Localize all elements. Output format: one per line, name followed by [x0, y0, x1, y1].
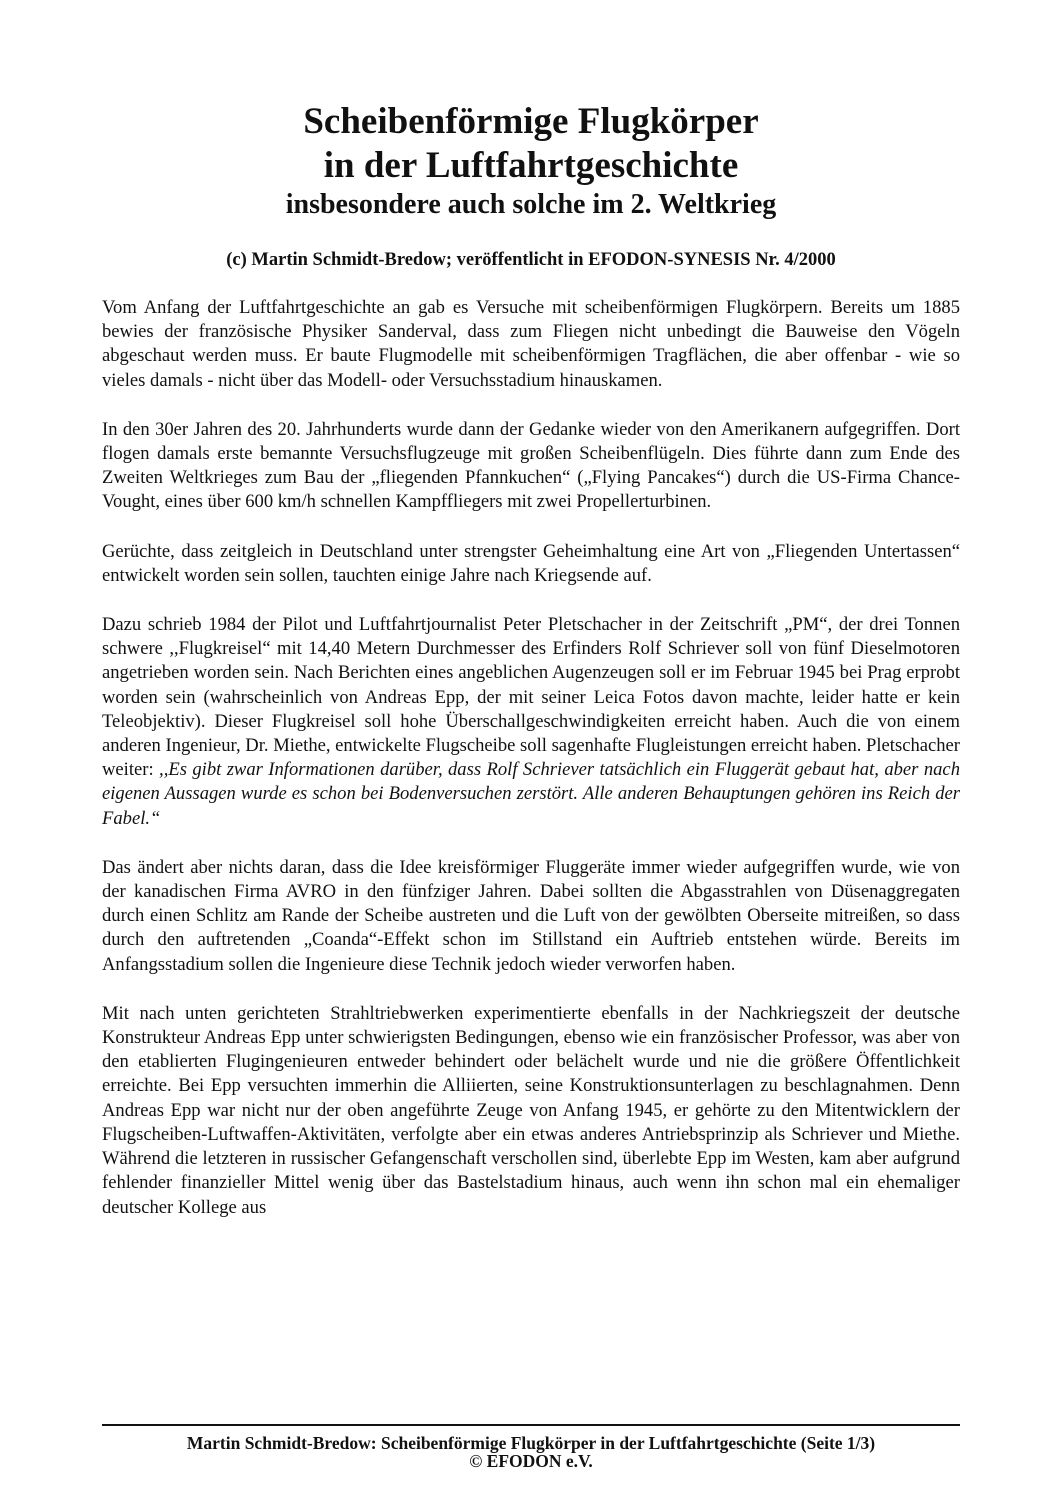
article-body — [102, 296, 960, 1220]
paragraph-4-text: Dazu schrieb 1984 der Pilot und Luftfahrtjournalist Peter Pletschacher in der Zeitschrift „PM“, der drei Tonnen schwere ,,Flugkreisel“ mit 14,40 Metern Durchmesser des Erfinders Rolf Schriever soll von fünf Dieselmotoren angetrieben worden sein. Nach Berichten eines angeblichen Augenzeugen soll er im Februar 1945 bei Prag erprobt worden sein (wahrscheinlich von Andreas Epp, der mit seiner Leica Fotos davon machte, leider hatte er kein Teleobjektiv). Dieser Flugkreisel soll hohe Überschallgeschwindigkeiten erreicht haben. Auch die von einem anderen Ingenieur, Dr. Miethe, entwickelte Flugscheibe soll sagenhafte Flugleistungen erreicht haben. Pletschacher weiter: — [102, 614, 960, 781]
paragraph-5: Das ändert aber nichts daran, dass die Idee kreisförmiger Fluggeräte immer wieder aufgegriffen wurde, wie von der kanadischen Firma AVRO in den fünfziger Jahren. Dabei sollten die Abgasstrahlen von Düsenaggregaten durch einen Schlitz am Rande der Scheibe austreten und die Luft von der gewölbten Oberseite mitreißen, so dass durch den auftretenden „Coanda“-Effekt schon im Stillstand ein Auftrieb entstehen würde. Bereits im Anfangsstadium sollen die Ingenieure diese Technik jedoch wieder verworfen haben. — [102, 856, 960, 975]
paragraph-1: Vom Anfang der Luftfahrtgeschichte an gab es Versuche mit scheibenförmigen Flugkörpern. Bereits um 1885 bewies der französische Physiker Sanderval, dass zum Fliegen nicht unbedingt die Bauweise den Vögeln abgeschaut werden muss. Er baute Flugmodelle mit scheibenförmigen Tragflächen, die aber offenbar - wie so vieles damals - nicht über das Modell- oder Versuchsstadium hinauskamen. — [102, 297, 960, 391]
page-footer — [102, 1424, 960, 1470]
paragraph-3: Gerüchte, dass zeitgleich in Deutschland unter strengster Geheimhaltung eine Art von „Fliegenden Untertassen“ entwickelt worden sein sollen, tauchten einige Jahre nach Kriegsende auf. — [102, 540, 960, 586]
title-line-2: in der Luftfahrtgeschichte — [323, 145, 739, 186]
subtitle: insbesondere auch solche im 2. Weltkrieg — [285, 189, 777, 220]
pletschacher-quote: ,,Es gibt zwar Informationen darüber, dass Rolf Schriever tatsächlich ein Fluggerät gebaut hat, aber nach eigenen Aussagen wurde es schon bei Bodenversuchen zerstört. Alle anderen Behauptungen gehören ins Reich der Fabel.“ — [102, 759, 960, 829]
title-line-1: Scheibenförmige Flugkörper — [303, 101, 759, 142]
paragraph-4 — [102, 613, 960, 831]
document-page — [102, 100, 960, 1220]
paragraph-2: In den 30er Jahren des 20. Jahrhunderts wurde dann der Gedanke wieder von den Amerikanern aufgegriffen. Dort flogen damals erste bemannte Versuchsflugzeuge mit großen Scheibenflügeln. Dies führte dann zum Ende des Zweiten Weltkrieges zum Bau der „fliegenden Pfannkuchen“ („Flying Pancakes“) durch die US-Firma Chance-Vought, eines über 600 km/h schnellen Kampffliegers mit zwei Propellerturbinen. — [102, 418, 960, 513]
footer-citation: Martin Schmidt-Bredow: Scheibenförmige Flugkörper in der Luftfahrtgeschichte (Seite 1/3) — [186, 1433, 876, 1453]
paragraph-6: Mit nach unten gerichteten Strahltriebwerken experimentierte ebenfalls in der Nachkriegszeit der deutsche Konstrukteur Andreas Epp unter schwierigsten Bedingungen, ebenso wie ein französischer Professor, was aber von den etablierten Flugingenieuren entweder behindert oder belächelt wurde und nie die größere Öffentlichkeit erreichte. Bei Epp versuchten immerhin die Alliierten, seine Konstruktionsunterlagen zu beschlagnahmen. Denn Andreas Epp war nicht nur der oben angeführte Zeuge von Anfang 1945, er gehörte zu den Mitentwicklern der Flugscheiben-Luftwaffen-Aktivitäten, verfolgte aber ein etwas anderes Antriebsprinzip als Schriever und Miethe. Während die letzteren in russischer Gefangenschaft verschollen sind, überlebte Epp im Westen, kam aber aufgrund fehlender finanzieller Mittel wenig über das Bastelstadium hinaus, auch wenn ihn schon mal ein ehemaliger deutscher Kollege aus — [102, 1002, 960, 1218]
byline: (c) Martin Schmidt-Bredow; veröffentlicht in EFODON-SYNESIS Nr. 4/2000 — [226, 250, 836, 270]
footer-copyright: © EFODON e.V. — [469, 1451, 593, 1471]
